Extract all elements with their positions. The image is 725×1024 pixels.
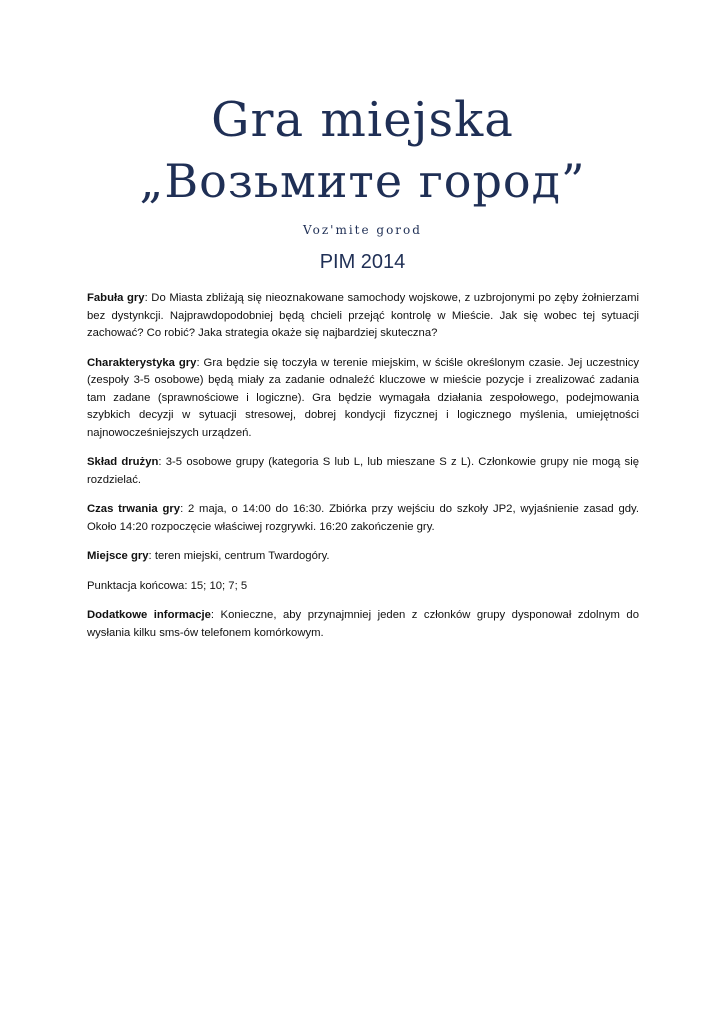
section-text: : Gra będzie się toczyła w terenie miejskim, w ściśle określonym czasie. Jej uczestnicy (zespoły 3-5 osobowe) będą miały za zadanie odnaleźć kluczowe w mieście pozycje i zrealizować zadania tam zadane (sprawnościowe i logiczne). Gra będzie wymagała działania zespołowego, podejmowania szybkich decyzji w sytuacji stresowej, dobrej kondycji fizycznej i logicznego myślenia, umiejętności najnowocześniejszych urządzeń.	[87, 356, 640, 439]
section-label: Fabuła gry	[87, 292, 145, 304]
section-dodatkowe	[87, 607, 639, 642]
section-label: Miejsce gry	[87, 550, 149, 562]
section-czas	[87, 501, 639, 536]
section-label: Skład drużyn	[87, 456, 159, 468]
section-text: Punktacja końcowa: 15; 10; 7; 5	[87, 579, 248, 592]
section-text: : 3-5 osobowe grupy (kategoria S lub L, lub mieszane S z L). Członkowie grupy nie mogą się rozdzielać.	[87, 456, 639, 486]
section-text: : teren miejski, centrum Twardogóry.	[148, 550, 330, 562]
section-label: Charakterystyka gry	[87, 356, 197, 369]
section-miejsce	[87, 548, 639, 566]
subtitle: PIM 2014	[319, 251, 406, 273]
title-line-2: „Возьмите город”	[139, 154, 586, 208]
section-label: Dodatkowe informacje	[87, 609, 211, 621]
section-text: : Konieczne, aby przynajmniej jeden z członków grupy dysponował zdolnym do wysłania kilku sms-ów telefonem komórkowym.	[87, 609, 639, 639]
content-body	[87, 290, 639, 654]
section-label: Czas trwania gry	[87, 503, 181, 515]
section-fabula	[87, 290, 639, 343]
section-punktacja	[87, 578, 639, 596]
section-charakterystyka	[87, 355, 639, 443]
section-text: : 2 maja, o 14:00 do 16:30. Zbiórka przy wejściu do szkoły JP2, wyjaśnienie zasad gdy. Około 14:20 rozpoczęcie właściwej rozgrywki. 16:20 zakończenie gry.	[87, 503, 639, 533]
title-line-1: Gra miejska	[211, 92, 514, 148]
title-block	[0, 88, 725, 210]
section-sklad	[87, 454, 639, 489]
section-text: : Do Miasta zbliżają się nieoznakowane samochody wojskowe, z uzbrojonymi po zęby żołnierzami bez dystynkcji. Najprawdopodobniej będą chcieli przejąć kontrolę w Mieście. Jak się wobec tej sytuacji zachować? Co robić? Jaka strategia okaże się najbardziej skuteczna?	[87, 292, 640, 339]
title-transliteration: Voz'mite gorod	[303, 223, 422, 237]
